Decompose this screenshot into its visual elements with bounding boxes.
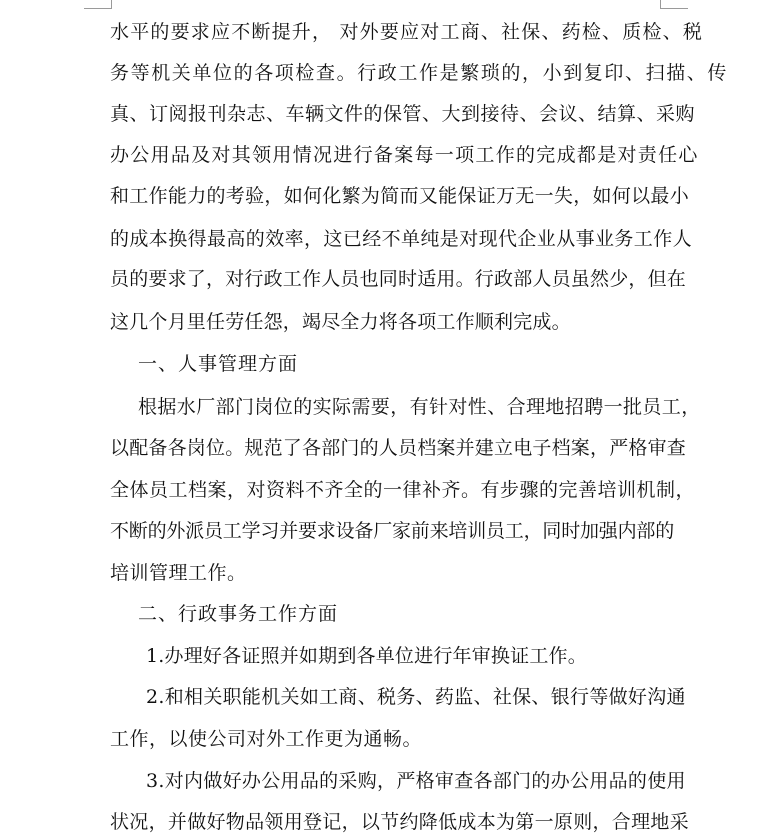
text-line: 的成本换得最高的效率，这已经不单纯是对现代企业从事业务工作人: [110, 228, 693, 250]
text-line: 培训管理工作。: [110, 562, 247, 584]
list-item: 2.和相关职能机关如工商、税务、药监、社保、银行等做好沟通: [146, 686, 686, 708]
text-line: 这几个月里任劳任怨，竭尽全力将各项工作顺利完成。: [110, 311, 571, 333]
list-item: 3.对内做好办公用品的采购，严格审查各部门的办公用品的使用: [146, 770, 686, 792]
section-heading: 一、人事管理方面: [138, 353, 299, 375]
text-line: 员的要求了，对行政工作人员也同时适用。行政部人员虽然少，但在: [110, 268, 687, 290]
text-line: 办公用品及对其领用情况进行备案每一项工作的完成都是对责任心: [110, 144, 699, 166]
text-line: 全体员工档案，对资料不齐全的一律补齐。有步骤的完善培训机制，: [110, 479, 696, 501]
text-line: 水平的要求应不断提升， 对外要应对工商、社保、药检、质检、税: [110, 21, 704, 43]
text-line: 以配备各岗位。规范了各部门的人员档案并建立电子档案，严格审查: [110, 437, 687, 459]
list-item: 1.办理好各证照并如期到各单位进行年审换证工作。: [146, 645, 587, 667]
text-line: 根据水厂部门岗位的实际需要，有针对性、合理地招聘一批员工，: [138, 396, 701, 418]
text-line: 和工作能力的考验，如何化繁为简而又能保证万无一失，如何以最小: [110, 185, 690, 207]
text-line: 状况，并做好物品领用登记，以节约降低成本为第一原则，合理地采: [110, 811, 690, 833]
section-heading: 二、行政事务工作方面: [138, 603, 339, 625]
text-line: 务等机关单位的各项检查。行政工作是繁琐的，小到复印、扫描、传: [110, 62, 729, 84]
text-line: 工作，以使公司对外工作更为通畅。: [110, 728, 423, 750]
text-line: 不断的外派员工学习并要求设备厂家前来培训员工，同时加强内部的: [110, 520, 675, 542]
text-line: 真、订阅报刊杂志、车辆文件的保管、大到接待、会议、结算、采购: [110, 103, 696, 125]
